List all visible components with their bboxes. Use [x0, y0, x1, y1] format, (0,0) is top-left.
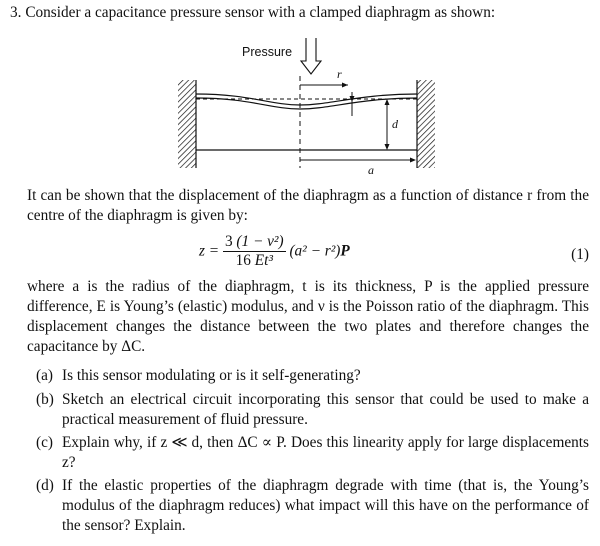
- part-b-text: Sketch an electrical circuit incorporating this sensor that could be used to make a practical measurement of fluid pressure.: [62, 391, 589, 428]
- equation-den-rest: Et³: [254, 252, 273, 269]
- equation-fraction: [223, 233, 286, 270]
- r-arrowhead-icon: [342, 83, 348, 88]
- pressure-label: Pressure: [242, 45, 293, 59]
- pressure-arrow-icon: [301, 38, 321, 74]
- equation-coef-num: 3: [224, 233, 233, 250]
- part-c-text: Explain why, if z ≪ d, then ΔC ∝ P. Does this linearity apply for large displacements z?: [62, 434, 589, 471]
- intro-paragraph: It can be shown that the displacement of the diaphragm as a function of distance r from the centre of the diaphragm is given by:: [27, 187, 589, 224]
- equation-number: (1): [571, 246, 589, 263]
- equation-coef-den: 16: [235, 252, 251, 269]
- part-d-label: (d): [36, 477, 54, 494]
- d-label: d: [392, 117, 398, 131]
- part-a-text: Is this sensor modulating or is it self-generating?: [62, 367, 361, 384]
- question-text: Consider a capacitance pressure sensor with a clamped diaphragm as shown:: [25, 4, 496, 21]
- equation-p: P: [340, 242, 350, 260]
- equation-lhs: z =: [199, 242, 220, 260]
- equation-block: [27, 233, 589, 275]
- question-number: 3.: [10, 4, 22, 21]
- part-d: [27, 476, 589, 536]
- part-c: [27, 433, 589, 473]
- part-a-label: (a): [36, 367, 53, 384]
- part-c-label: (c): [36, 434, 53, 451]
- question-header: [10, 3, 495, 23]
- equation-num-rest: (1 − ν²): [236, 233, 284, 250]
- part-b: [27, 390, 589, 430]
- left-clamp-wall: [178, 80, 196, 168]
- a-label: a: [368, 163, 374, 177]
- part-d-text: If the elastic properties of the diaphragm degrade with time (that is, the Young’s modulus of the diaphragm reduces) what impact will this have on the performance of the sensor? Explain.: [62, 477, 589, 534]
- where-paragraph: where a is the radius of the diaphragm, t is its thickness, P is the applied pressure difference, E is Young’s (elastic) modulus, and ν is the Poisson ratio of the diaphragm. This displacement changes the distance between the two plates and therefore changes the capacitance by ΔC.: [27, 278, 589, 355]
- diaphragm-sensor-figure: [170, 36, 450, 178]
- r-label: r: [337, 67, 342, 81]
- deflected-diaphragm-bottom: [196, 98, 417, 109]
- d-arrowhead-bottom-icon: [385, 144, 390, 150]
- equation-factor: (a² − r²): [289, 242, 341, 260]
- part-b-label: (b): [36, 391, 54, 408]
- part-a: [27, 366, 589, 386]
- right-clamp-wall: [417, 80, 435, 168]
- equation: [199, 233, 350, 270]
- a-arrowhead-icon: [410, 158, 416, 163]
